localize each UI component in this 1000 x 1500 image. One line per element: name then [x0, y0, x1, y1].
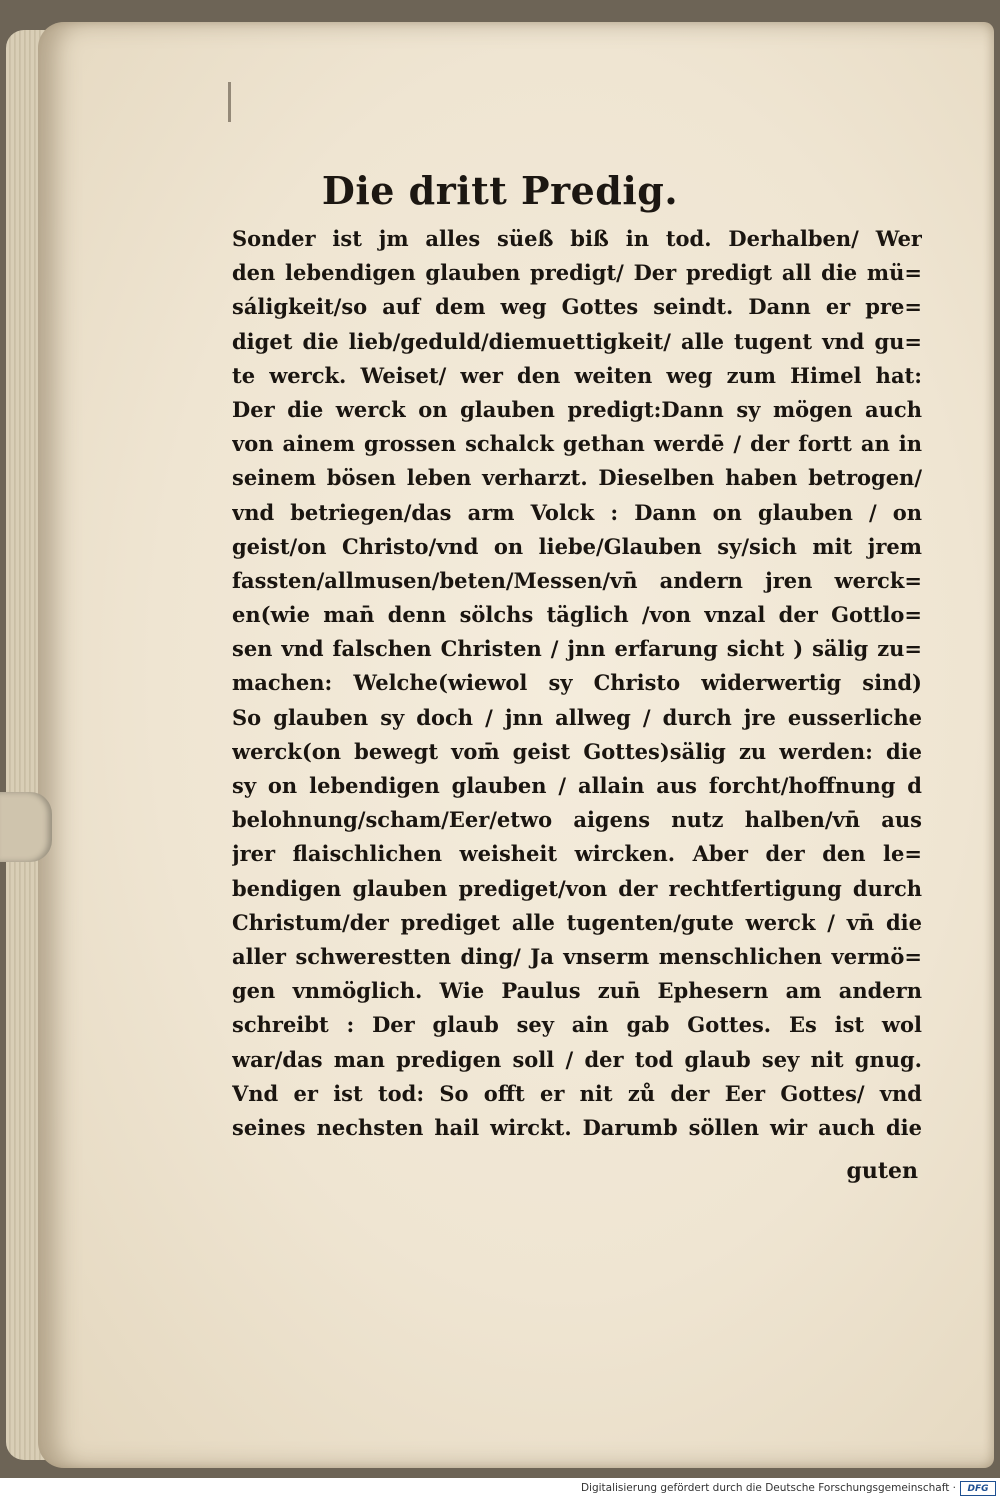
text-line: war/das man predigen soll / der tod glaub sey nit gnug.	[232, 1046, 922, 1072]
text-line: geist/on Christo/vnd on liebe/Glauben sy/sich mit jrem	[232, 533, 922, 559]
page-heading: Die dritt Predig.	[321, 168, 679, 213]
text-line: Vnd er ist tod: So offt er nit zů der Eer Gottes/ vnd	[232, 1080, 922, 1106]
text-line: en(wie man̄ denn sölchs täglich /von vnzal der Gottlo=	[232, 602, 922, 628]
funding-credit: Digitalisierung gefördert durch die Deutsche Forschungsgemeinschaft ·	[580, 1482, 956, 1494]
text-line: So glauben sy doch / jnn allweg / durch jre eusserliche	[232, 704, 922, 730]
text-line: von ainem grossen schalck gethan werdē / der fortt an in	[232, 431, 922, 457]
text-line: sen vnd falschen Christen / jnn erfarung sicht ) sälig zu=	[232, 636, 922, 662]
text-line: den lebendigen glauben predigt/ Der predigt all die mü=	[232, 260, 922, 286]
text-line: jrer flaischlichen weisheit wircken. Aber der den le=	[232, 841, 922, 867]
text-line: vnd betriegen/das arm Volck : Dann on glauben / on	[232, 499, 922, 525]
text-line: te werck. Weiset/ wer den weiten weg zum Himel hat:	[232, 362, 922, 388]
text-line: machen: Welche(wiewol sy Christo widerwertig sind)	[232, 670, 922, 696]
text-line: seinem bösen leben verharzt. Dieselben haben betrogen/	[232, 465, 922, 491]
text-line: belohnung/scham/Eer/etwo aigens nutz halben/vn̄ aus	[232, 807, 922, 833]
book-clasp	[0, 792, 52, 862]
text-line: fassten/allmusen/beten/Messen/vn̄ andern jren werck=	[232, 567, 922, 593]
text-line: Christum/der prediget alle tugenten/gute werck / vn̄ die	[232, 909, 922, 935]
footer-bar	[0, 1478, 1000, 1500]
text-line: diget die lieb/geduld/diemuettigkeit/ alle tugent vnd gu=	[232, 328, 922, 354]
text-line: seines nechsten hail wirckt. Darumb söllen wir auch die	[232, 1114, 922, 1140]
text-line: schreibt : Der glaub sey ain gab Gottes. Es ist wol	[232, 1012, 922, 1038]
text-line: werck(on bewegt vom̄ geist Gottes)sälig zu werden: die	[232, 738, 922, 764]
text-line: Sonder ist jm alles süeß biß in tod. Derhalben/ Wer	[232, 226, 922, 251]
text-line: aller schwerestten ding/ Ja vnserm menschlichen vermö=	[232, 943, 922, 969]
ink-mark	[228, 82, 231, 122]
dfg-logo-icon: DFG	[960, 1481, 996, 1496]
text-line: bendigen glauben prediget/von der rechtfertigung durch	[232, 875, 922, 901]
text-line: sy on lebendigen glauben / allain aus forcht/hoffnung d	[232, 773, 922, 798]
catchword: guten	[846, 1158, 918, 1184]
text-line: gen vnmöglich. Wie Paulus zun̄ Ephesern am andern	[232, 978, 922, 1004]
body-text	[232, 222, 922, 1145]
text-line: Der die werck on glauben predigt:Dann sy mögen auch	[232, 396, 922, 422]
text-line: sáligkeit/so auf dem weg Gottes seindt. Dann er pre=	[232, 294, 922, 320]
